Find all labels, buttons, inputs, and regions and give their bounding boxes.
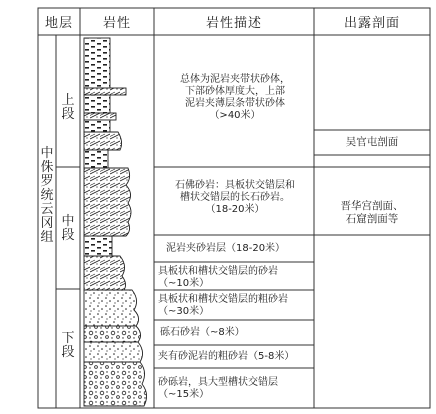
description-mud-sand: 泥岩夹砂岩层（18-20米）: [166, 243, 286, 254]
header-description: 岩性描述: [205, 16, 262, 31]
description-coarse-sand: 具板状和槽状交错层的粗砂岩 （~30米）: [158, 294, 288, 317]
member-middle-label: 中 段: [61, 214, 75, 243]
lithology-column: [84, 38, 147, 406]
description-shifo: 石佛砂岩：具板状交错层和 槽状交错层的长石砂岩。 （18-20米）: [175, 180, 295, 215]
member-lower-label: 下 段: [61, 331, 75, 360]
litho-conglomeratic-sandstone: [84, 362, 147, 406]
litho-sand-lens-2: [84, 113, 116, 120]
outcrop-jinhuagong: 晋华宫剖面、 石窟剖面等: [340, 200, 404, 225]
litho-pebbly-sandstone: [84, 326, 141, 342]
litho-mudstone-2: [84, 95, 110, 113]
description-upper: 总体为泥岩夹带状砂体， 下部砂体厚度大，上部 泥岩夹薄层条带状砂体 （>40米）: [180, 74, 290, 121]
member-upper-label: 上 段: [61, 93, 75, 122]
litho-mudstone-4: [84, 150, 108, 168]
description-cross-sand: 具板状和槽状交错层的砂岩 （~10米）: [158, 266, 278, 289]
description-conglomerate: 砂砾岩，具大型槽状交错层 （~15米）: [158, 377, 278, 400]
outcrop-wuguantun: 吴官屯剖面: [345, 136, 399, 148]
litho-shifo-sandstone: [84, 168, 131, 236]
litho-mudstone-1: [84, 38, 110, 88]
litho-mudstone-sand-interbed: [84, 236, 112, 256]
litho-mudstone-3: [84, 120, 110, 132]
litho-coarse-sandstone-mud: [84, 342, 143, 362]
header-lithology: 岩性: [102, 16, 131, 31]
litho-cross-sandstone: [84, 256, 126, 290]
description-coarse-mud: 夹有砂泥岩的粗砂岩（5-8米）: [158, 351, 295, 362]
description-pebbly-sand: 砾石砂岩（~8米）: [160, 327, 245, 338]
litho-sand-lens-3: [84, 132, 122, 150]
litho-sand-lens-1: [84, 88, 126, 95]
formation-label: 中 侏 罗 统 云 冈 组: [40, 146, 54, 245]
litho-coarse-sandstone: [84, 290, 139, 326]
header-stratum: 地层: [44, 16, 73, 31]
header-outcrop: 出露剖面: [343, 16, 400, 31]
